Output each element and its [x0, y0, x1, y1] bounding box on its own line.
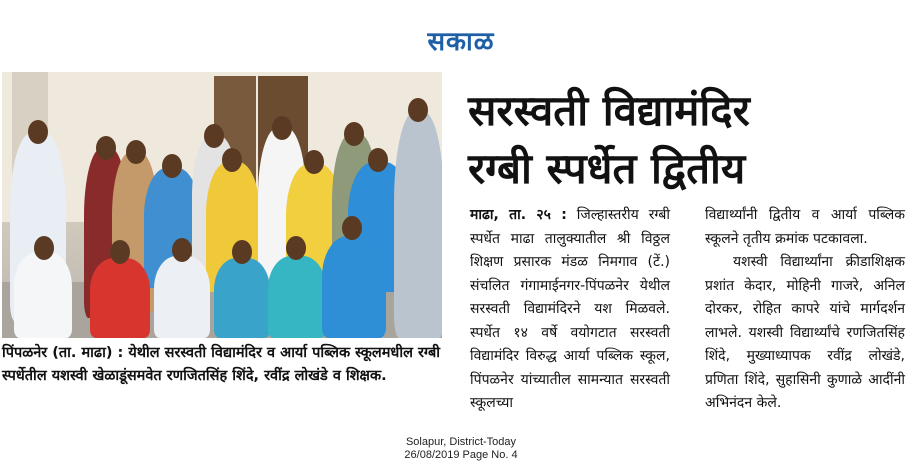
- person-head: [304, 150, 324, 174]
- article-text: जिल्हास्तरीय रग्बी स्पर्धेत माढा तालुक्यातील श्री विठ्ठल शिक्षण प्रसारक मंडळ निमगाव (टें.) संचलित गंगामाईनगर-पिंपळनेर येथील सरस्वती विद्यामंदिरने यश मिळवले. स्पर्धेत १४ वर्षे वयोगटात सरस्वती विद्यामंदिर विरुद्ध आर्या पब्लिक स्कूल, पिंपळनेर यांच्यातील सामन्यात सरस्वती स्कूलच्या: [470, 207, 670, 411]
- person-head: [172, 238, 192, 262]
- dateline: माढा, ता. २५ :: [470, 207, 567, 223]
- article-text: विद्यार्थ्यांनी द्वितीय व आर्या पब्लिक स्कूलने तृतीय क्रमांक पटकावला.: [705, 207, 905, 247]
- person: [14, 252, 72, 338]
- person: [214, 258, 270, 338]
- group-photo: [2, 72, 442, 338]
- photo-caption: पिंपळनेर (ता. माढा) : येथील सरस्वती विद्यामंदिर व आर्या पब्लिक स्कूलमधील रग्बी स्पर्धेतील यशस्वी खेळाडूंसमवेत रणजितसिंह शिंदे, रवींद्र लोखंडे व शिक्षक.: [2, 345, 441, 384]
- person: [90, 258, 150, 338]
- person-head: [126, 140, 146, 164]
- person-head: [96, 136, 116, 160]
- person: [268, 256, 326, 338]
- person-head: [28, 120, 48, 144]
- person-head: [162, 154, 182, 178]
- headline-line-2: रग्बी स्पर्धेत द्वितीय: [468, 144, 746, 193]
- article-text: यशस्वी विद्यार्थ्यांना क्रीडाशिक्षक प्रशांत केदार, मोहिनी गाजरे, अनिल दोरकर, रोहित कापरे यांचे मार्गदर्शन लाभले. यशस्वी विद्यार्थ्यांचे रणजितसिंह शिंदे, मुख्याध्यापक रवींद्र लोखंडे, प्रणिता शिंदे, सुहासिनी कुणाळे आदींनी अभिनंदन केले.: [705, 254, 905, 411]
- person-head: [34, 236, 54, 260]
- person-head: [342, 216, 362, 240]
- person-head: [222, 148, 242, 172]
- person-head: [272, 116, 292, 140]
- person-head: [286, 236, 306, 260]
- headline-line-1: सरस्वती विद्यामंदिर: [468, 86, 750, 135]
- person-head: [110, 240, 130, 264]
- clipping-source: [0, 436, 922, 462]
- article-column-2: [705, 204, 905, 416]
- person-head: [408, 98, 428, 122]
- person-head: [368, 148, 388, 172]
- article-column-1: [470, 204, 670, 416]
- article-headline: [468, 82, 908, 198]
- newspaper-masthead: सकाळ: [427, 27, 495, 57]
- person: [394, 112, 442, 338]
- source-edition: Solapur, District-Today: [405, 436, 517, 448]
- person-head: [204, 124, 224, 148]
- person-head: [344, 122, 364, 146]
- person: [322, 236, 386, 338]
- source-date-page: 26/08/2019 Page No. 4: [404, 449, 518, 461]
- person-head: [232, 240, 252, 264]
- person: [154, 256, 210, 338]
